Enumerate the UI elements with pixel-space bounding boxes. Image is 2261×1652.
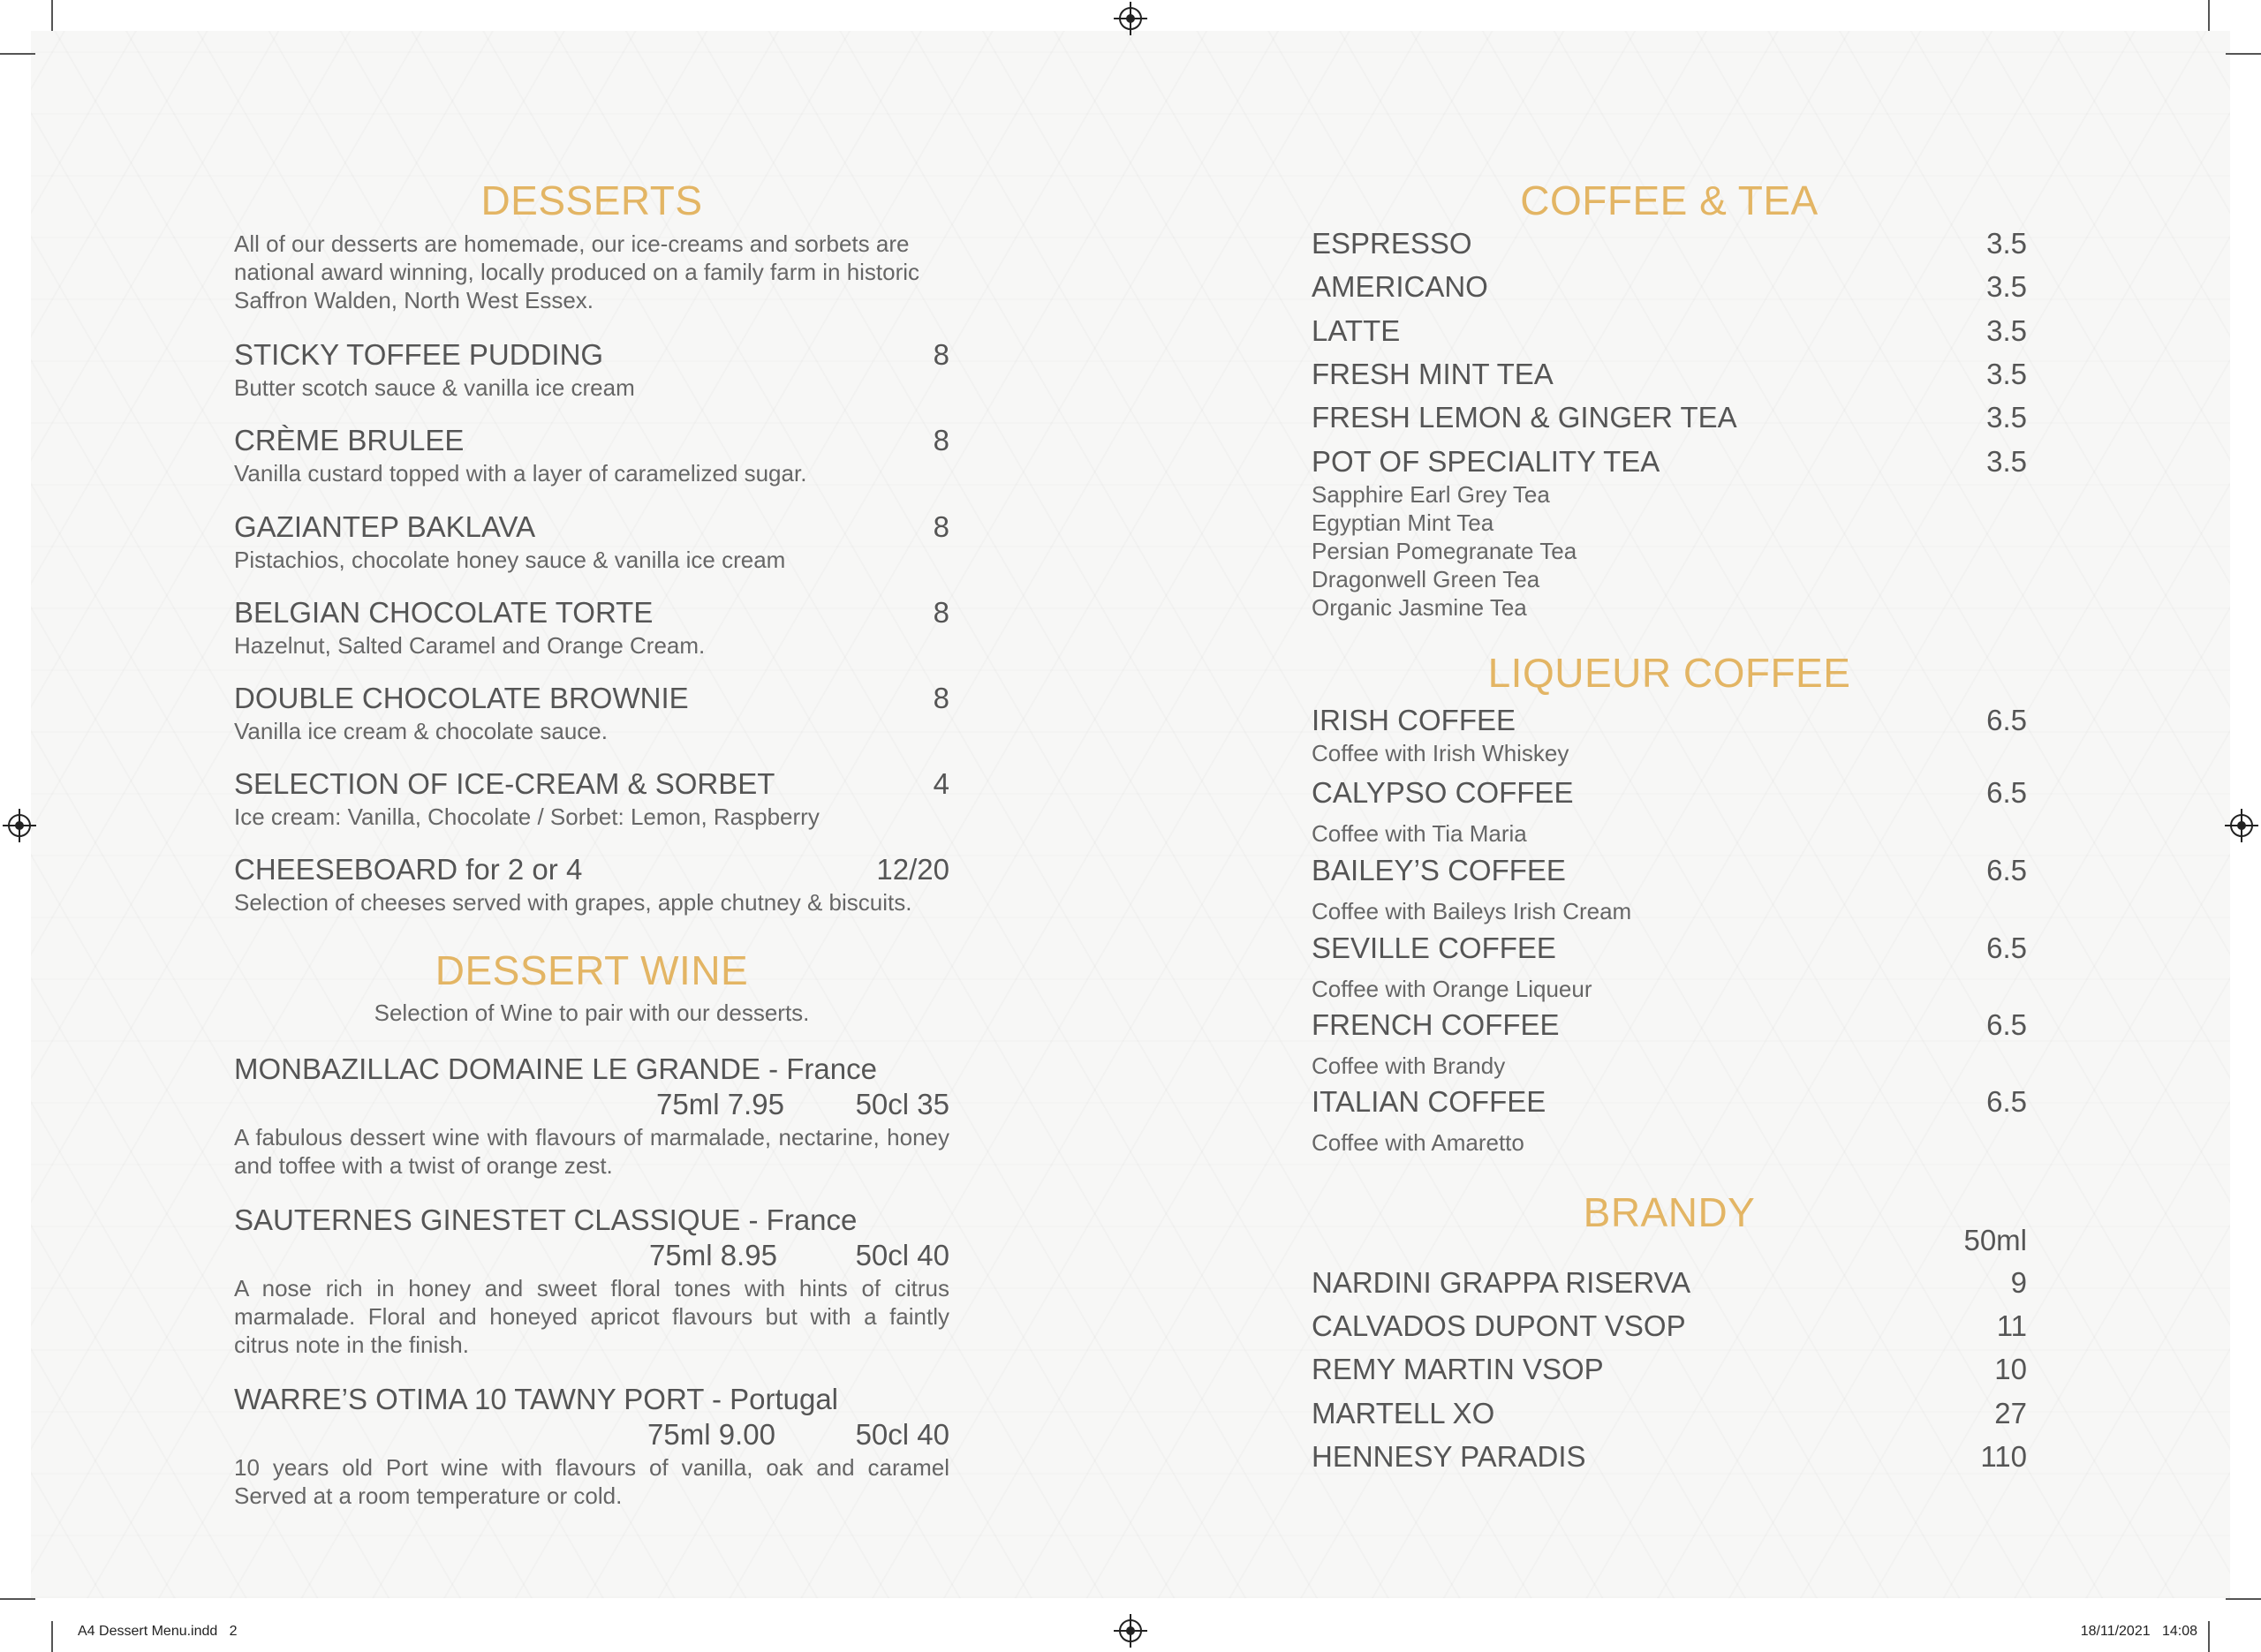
brandy-item <box>1312 1309 2027 1345</box>
brandy-price: 9 <box>2010 1266 2027 1299</box>
coffee-price: 3.5 <box>1986 227 2027 260</box>
wine-name: MONBAZILLAC DOMAINE LE GRANDE - France <box>234 1052 877 1085</box>
wine-glass-price: 75ml 9.00 <box>647 1418 775 1451</box>
brandy-name: REMY MARTIN VSOP <box>1312 1353 1604 1385</box>
crop-mark <box>2226 1598 2261 1600</box>
coffee-tea-title: COFFEE & TEA <box>1520 177 1819 223</box>
brandy-title: BRANDY <box>1583 1189 1756 1235</box>
brandy-item <box>1312 1397 2027 1432</box>
liqueur-desc: Coffee with Amaretto <box>1312 1129 1524 1156</box>
tea-variety: Egyptian Mint Tea <box>1312 509 1494 536</box>
dessert-price: 12/20 <box>876 853 949 886</box>
desserts-intro: All of our desserts are homemade, our ice-creams and sorbets are national award winning, locally produced on a family farm in historic Saffron Walden, North West Essex. <box>234 230 920 313</box>
dessert-name: SELECTION OF ICE-CREAM & SORBET <box>234 767 775 800</box>
coffee-item <box>1312 401 2027 436</box>
liqueur-item <box>1312 776 2027 848</box>
dessert-desc: Vanilla custard topped with a layer of caramelized sugar. <box>234 460 807 487</box>
liqueur-desc: Coffee with Orange Liqueur <box>1312 976 1592 1002</box>
brandy-name: CALVADOS DUPONT VSOP <box>1312 1309 1686 1342</box>
dessert-price: 8 <box>933 596 949 629</box>
coffee-name: FRESH MINT TEA <box>1312 358 1554 390</box>
dessert-item <box>234 682 949 745</box>
liqueur-desc: Coffee with Tia Maria <box>1312 820 1527 847</box>
liqueur-price: 6.5 <box>1986 704 2027 736</box>
coffee-name: FRESH LEMON & GINGER TEA <box>1312 401 1737 434</box>
coffee-price: 3.5 <box>1986 401 2027 434</box>
dessert-wine-title: DESSERT WINE <box>435 947 749 993</box>
dessert-name: CRÈME BRULEE <box>234 424 465 456</box>
coffee-name: AMERICANO <box>1312 270 1488 303</box>
brandy-size-label: 50ml <box>1963 1224 2027 1256</box>
dessert-desc: Ice cream: Vanilla, Chocolate / Sorbet: Lemon, Raspberry <box>234 803 820 830</box>
crop-mark <box>2208 0 2210 31</box>
tea-variety: Sapphire Earl Grey Tea <box>1312 481 1550 508</box>
dessert-desc: Vanilla ice cream & chocolate sauce. <box>234 718 608 744</box>
coffee-name: ESPRESSO <box>1312 227 1472 260</box>
wine-glass-price: 75ml 8.95 <box>649 1239 777 1271</box>
liqueur-price: 6.5 <box>1986 776 2027 809</box>
wine-item <box>234 1052 949 1180</box>
dessert-desc: Butter scotch sauce & vanilla ice cream <box>234 374 635 401</box>
wine-item <box>234 1203 949 1359</box>
dessert-item <box>234 424 949 487</box>
liqueur-desc: Coffee with Baileys Irish Cream <box>1312 898 1632 924</box>
registration-mark-icon <box>2230 814 2253 837</box>
wine-bottle-price: 50cl 40 <box>855 1418 949 1451</box>
coffee-item <box>1312 270 2027 306</box>
brandy-item <box>1312 1440 2027 1475</box>
liqueur-name: FRENCH COFFEE <box>1312 1008 1560 1041</box>
crop-mark <box>51 0 53 31</box>
brandy-name: HENNESY PARADIS <box>1312 1440 1586 1473</box>
liqueur-price: 6.5 <box>1986 932 2027 964</box>
tea-variety: Organic Jasmine Tea <box>1312 594 1527 621</box>
liqueur-name: CALYPSO COFFEE <box>1312 776 1574 809</box>
liqueur-coffee-title: LIQUEUR COFFEE <box>1487 650 1851 696</box>
wine-name: WARRE’S OTIMA 10 TAWNY PORT - Portugal <box>234 1383 839 1415</box>
liqueur-desc: Coffee with Brandy <box>1312 1052 1506 1079</box>
brandy-item <box>1312 1353 2027 1388</box>
wine-item <box>234 1383 949 1510</box>
brandy-item <box>1312 1266 2027 1301</box>
wine-desc: 10 years old Port wine with flavours of vanilla, oak and caramel Served at a room temperature or cold. <box>234 1454 949 1509</box>
coffee-item <box>1312 314 2027 350</box>
dessert-price: 8 <box>933 424 949 456</box>
dessert-name: DOUBLE CHOCOLATE BROWNIE <box>234 682 689 714</box>
liqueur-item <box>1312 704 2027 767</box>
dessert-item <box>234 338 949 402</box>
liqueur-name: IRISH COFFEE <box>1312 704 1516 736</box>
coffee-name: POT OF SPECIALITY TEA <box>1312 445 1660 478</box>
tea-variety: Dragonwell Green Tea <box>1312 566 1540 592</box>
wine-desc: A nose rich in honey and sweet floral tones with hints of citrus marmalade. Floral and honeyed apricot flavours but with a faintly citrus note in the finish. <box>234 1275 949 1358</box>
liqueur-price: 6.5 <box>1986 1008 2027 1041</box>
wine-bottle-price: 50cl 40 <box>855 1239 949 1271</box>
dessert-desc: Selection of cheeses served with grapes, apple chutney & biscuits. <box>234 889 912 916</box>
coffee-name: LATTE <box>1312 314 1401 347</box>
crop-mark <box>0 1598 35 1600</box>
coffee-item <box>1312 227 2027 262</box>
dessert-name: STICKY TOFFEE PUDDING <box>234 338 604 371</box>
wine-name: SAUTERNES GINESTET CLASSIQUE - France <box>234 1203 858 1236</box>
liqueur-desc: Coffee with Irish Whiskey <box>1312 740 1569 766</box>
liqueur-item <box>1312 854 2027 925</box>
crop-mark <box>0 53 35 55</box>
dessert-item <box>234 853 949 917</box>
dessert-name: BELGIAN CHOCOLATE TORTE <box>234 596 654 629</box>
coffee-price: 3.5 <box>1986 445 2027 478</box>
liqueur-item <box>1312 1008 2027 1080</box>
dessert-price: 8 <box>933 510 949 543</box>
dessert-desc: Pistachios, chocolate honey sauce & vanilla ice cream <box>234 547 786 573</box>
tea-list <box>1312 480 2027 622</box>
dessert-item <box>234 510 949 574</box>
brandy-price: 10 <box>1994 1353 2027 1385</box>
brandy-name: MARTELL XO <box>1312 1397 1495 1429</box>
dessert-desc: Hazelnut, Salted Caramel and Orange Cream. <box>234 632 706 659</box>
coffee-price: 3.5 <box>1986 358 2027 390</box>
liqueur-name: ITALIAN COFFEE <box>1312 1085 1546 1118</box>
tea-variety: Persian Pomegranate Tea <box>1312 538 1577 564</box>
liqueur-name: SEVILLE COFFEE <box>1312 932 1556 964</box>
dessert-wine-intro: Selection of Wine to pair with our desserts. <box>374 999 810 1026</box>
liqueur-name: BAILEY’S COFFEE <box>1312 854 1566 886</box>
wine-glass-price: 75ml 7.95 <box>656 1088 784 1120</box>
dessert-price: 8 <box>933 338 949 371</box>
registration-mark-icon <box>8 814 31 837</box>
dessert-name: CHEESEBOARD for 2 or 4 <box>234 853 583 886</box>
dessert-price: 8 <box>933 682 949 714</box>
dessert-name: GAZIANTEP BAKLAVA <box>234 510 536 543</box>
liqueur-price: 6.5 <box>1986 1085 2027 1118</box>
dessert-price: 4 <box>933 767 949 800</box>
brandy-price: 110 <box>1980 1440 2027 1473</box>
liqueur-item <box>1312 932 2027 1003</box>
liqueur-item <box>1312 1085 2027 1157</box>
desserts-title: DESSERTS <box>480 177 703 223</box>
footer-file-name: A4 Dessert Menu.indd 2 <box>78 1624 238 1639</box>
brandy-name: NARDINI GRAPPA RISERVA <box>1312 1266 1691 1299</box>
brandy-price: 11 <box>1996 1309 2027 1342</box>
registration-mark-icon <box>1119 1619 1142 1642</box>
brandy-price: 27 <box>1994 1397 2027 1429</box>
dessert-item <box>234 596 949 660</box>
crop-mark <box>2208 1621 2210 1652</box>
coffee-price: 3.5 <box>1986 270 2027 303</box>
crop-mark <box>2226 53 2261 55</box>
coffee-price: 3.5 <box>1986 314 2027 347</box>
coffee-item <box>1312 445 2027 622</box>
wine-desc: A fabulous dessert wine with flavours of marmalade, nectarine, honey and toffee with a twist of orange zest. <box>234 1124 949 1179</box>
dessert-item <box>234 767 949 831</box>
wine-bottle-price: 50cl 35 <box>855 1088 949 1120</box>
footer-timestamp: 18/11/2021 14:08 <box>2080 1624 2197 1639</box>
coffee-item <box>1312 358 2027 393</box>
crop-mark <box>51 1621 53 1652</box>
registration-mark-icon <box>1119 7 1142 30</box>
liqueur-price: 6.5 <box>1986 854 2027 886</box>
